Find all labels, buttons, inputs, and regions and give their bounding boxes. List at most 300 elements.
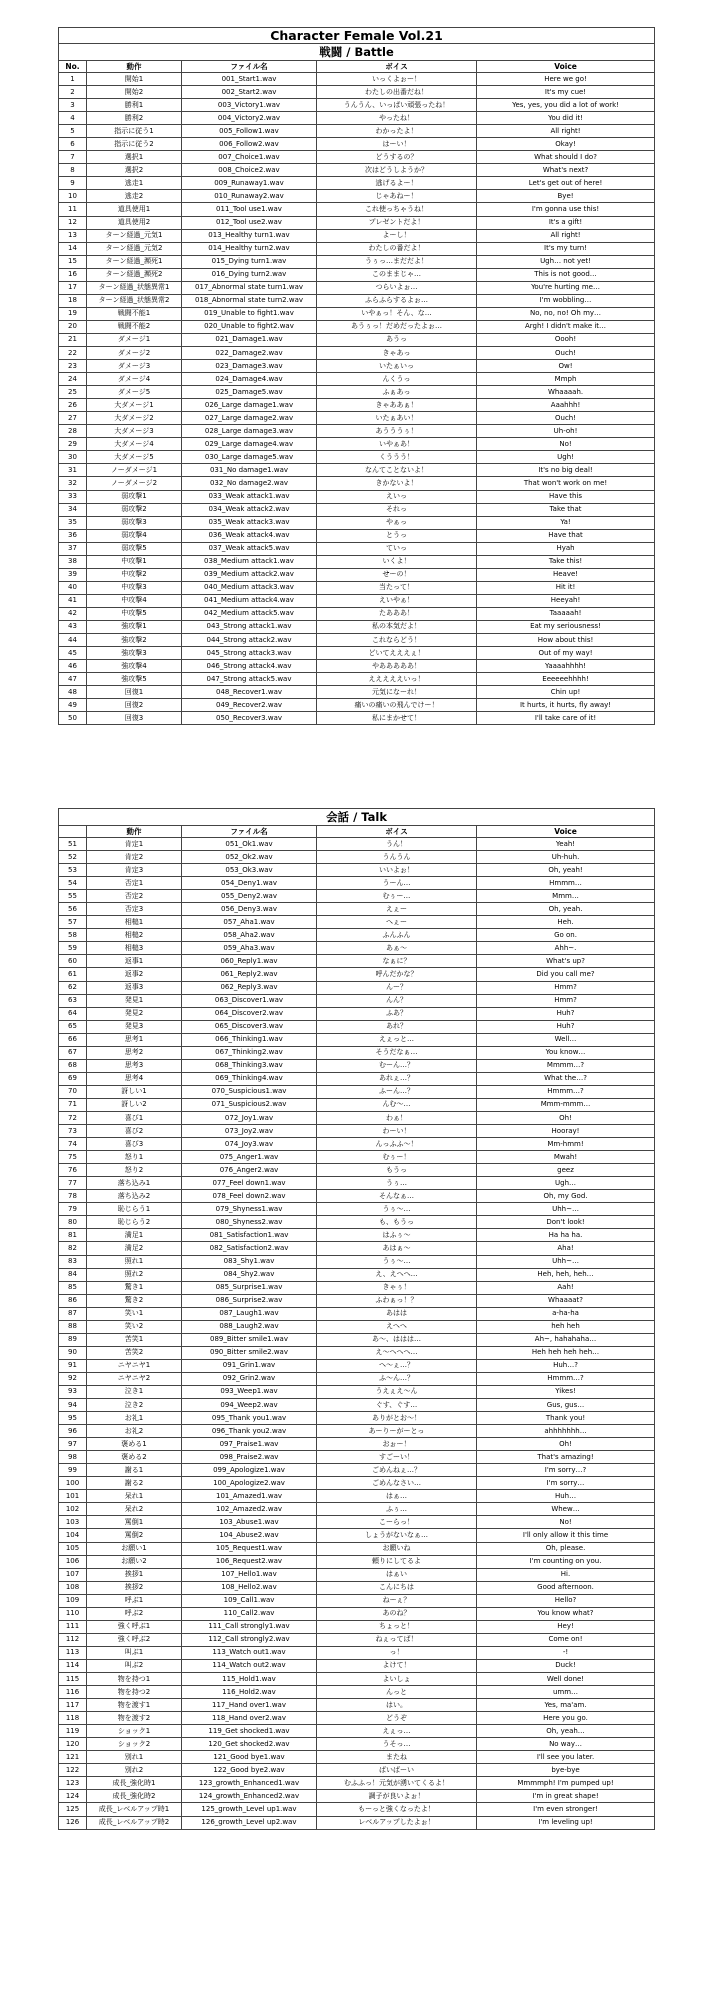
file-name: 075_Anger1.wav xyxy=(182,1151,317,1164)
file-name: 074_Joy3.wav xyxy=(182,1138,317,1151)
voice-en: This is not good… xyxy=(477,268,655,281)
voice-jp: プレゼントだよ！ xyxy=(317,216,477,229)
action-label: 開始1 xyxy=(87,73,182,86)
voice-jp: いやぁっ！そん、な… xyxy=(317,307,477,320)
action-label: 照れ2 xyxy=(87,1268,182,1281)
row-number: 36 xyxy=(59,529,87,542)
table-row xyxy=(59,1281,655,1294)
file-name: 064_Discover2.wav xyxy=(182,1007,317,1020)
table-row xyxy=(59,1268,655,1281)
voice-en: I'm counting on you. xyxy=(477,1555,655,1568)
row-number: 37 xyxy=(59,542,87,555)
action-label: 回復2 xyxy=(87,699,182,712)
voice-jp: 私の本気だよ！ xyxy=(317,620,477,633)
row-number: 41 xyxy=(59,594,87,607)
table-row xyxy=(59,373,655,386)
file-name: 053_Ok3.wav xyxy=(182,864,317,877)
voice-jp: んっと xyxy=(317,1686,477,1699)
document-title: Character Female Vol.21 xyxy=(59,28,655,44)
row-number: 61 xyxy=(59,968,87,981)
action-label: 否定2 xyxy=(87,890,182,903)
talk-table-body xyxy=(59,838,655,1830)
voice-jp: 呼んだかな？ xyxy=(317,968,477,981)
voice-en: I'm wobbling… xyxy=(477,294,655,307)
voice-jp: ごめんねぇ…？ xyxy=(317,1464,477,1477)
voice-jp: これ使っちゃうね！ xyxy=(317,203,477,216)
voice-en: I'm sorry… xyxy=(477,1477,655,1490)
table-row xyxy=(59,516,655,529)
table-row xyxy=(59,1033,655,1046)
table-row xyxy=(59,138,655,151)
file-name: 086_Surprise2.wav xyxy=(182,1294,317,1307)
voice-en: You did it! xyxy=(477,112,655,125)
action-label: 指示に従う2 xyxy=(87,138,182,151)
voice-en: Yes, ma'am. xyxy=(477,1699,655,1712)
voice-jp: あれぇ…？ xyxy=(317,1072,477,1085)
file-name: 012_Tool use2.wav xyxy=(182,216,317,229)
table-row xyxy=(59,555,655,568)
column-header: Voice xyxy=(477,61,655,73)
voice-en: Good afternoon. xyxy=(477,1581,655,1594)
voice-en: Aaahhh! xyxy=(477,399,655,412)
row-number: 44 xyxy=(59,634,87,647)
table-row xyxy=(59,916,655,929)
voice-en: Ouch! xyxy=(477,346,655,359)
table-row xyxy=(59,1203,655,1216)
table-row xyxy=(59,1229,655,1242)
voice-en: You know… xyxy=(477,1046,655,1059)
voice-en: Have this xyxy=(477,490,655,503)
row-number: 58 xyxy=(59,929,87,942)
talk-sheet xyxy=(58,808,654,1830)
row-number: 125 xyxy=(59,1803,87,1816)
action-label: 強く呼ぶ2 xyxy=(87,1633,182,1646)
action-label: 怒り1 xyxy=(87,1151,182,1164)
table-row xyxy=(59,1333,655,1346)
row-number: 42 xyxy=(59,607,87,620)
file-name: 023_Damage3.wav xyxy=(182,360,317,373)
action-label: 指示に従う1 xyxy=(87,125,182,138)
row-number: 124 xyxy=(59,1790,87,1803)
file-name: 108_Hello2.wav xyxy=(182,1581,317,1594)
file-name: 106_Request2.wav xyxy=(182,1555,317,1568)
action-label: 驚き1 xyxy=(87,1281,182,1294)
voice-en: Huh? xyxy=(477,1020,655,1033)
row-number: 1 xyxy=(59,73,87,86)
voice-en: Mm-hmm! xyxy=(477,1138,655,1151)
table-row xyxy=(59,929,655,942)
table-row xyxy=(59,438,655,451)
row-number: 7 xyxy=(59,151,87,164)
table-row xyxy=(59,981,655,994)
row-number: 11 xyxy=(59,203,87,216)
row-number: 94 xyxy=(59,1399,87,1412)
row-number: 35 xyxy=(59,516,87,529)
row-number: 106 xyxy=(59,1555,87,1568)
action-label: 物を渡す2 xyxy=(87,1712,182,1725)
battle-sheet xyxy=(58,27,654,725)
battle-section-title: 戦闘 / Battle xyxy=(59,44,655,61)
table-row xyxy=(59,294,655,307)
voice-jp: よいしょ xyxy=(317,1673,477,1686)
voice-jp: わーい！ xyxy=(317,1125,477,1138)
file-name: 039_Medium attack2.wav xyxy=(182,568,317,581)
action-label: 道具使用2 xyxy=(87,216,182,229)
voice-jp: えぇっ… xyxy=(317,1725,477,1738)
table-row xyxy=(59,268,655,281)
voice-jp: むぅー… xyxy=(317,890,477,903)
voice-en: Mmph xyxy=(477,373,655,386)
table-row xyxy=(59,1790,655,1803)
action-label: 強攻撃5 xyxy=(87,673,182,686)
voice-en: I'm in great shape! xyxy=(477,1790,655,1803)
voice-jp: あ～、ははは… xyxy=(317,1333,477,1346)
action-label: 肯定2 xyxy=(87,851,182,864)
row-number: 32 xyxy=(59,477,87,490)
row-number: 123 xyxy=(59,1777,87,1790)
table-row xyxy=(59,477,655,490)
file-name: 040_Medium attack3.wav xyxy=(182,581,317,594)
voice-jp: うぅ… xyxy=(317,1177,477,1190)
file-name: 077_Feel down1.wav xyxy=(182,1177,317,1190)
file-name: 001_Start1.wav xyxy=(182,73,317,86)
table-row xyxy=(59,1346,655,1359)
row-number: 71 xyxy=(59,1098,87,1111)
file-name: 066_Thinking1.wav xyxy=(182,1033,317,1046)
row-number: 89 xyxy=(59,1333,87,1346)
table-row xyxy=(59,1529,655,1542)
voice-en: Hello? xyxy=(477,1594,655,1607)
voice-jp: どいてえええぇ！ xyxy=(317,647,477,660)
table-row xyxy=(59,1046,655,1059)
voice-en: Bye! xyxy=(477,190,655,203)
row-number: 76 xyxy=(59,1164,87,1177)
table-row xyxy=(59,1059,655,1072)
file-name: 010_Runaway2.wav xyxy=(182,190,317,203)
voice-jp: はぁい xyxy=(317,1568,477,1581)
action-label: 喜び2 xyxy=(87,1125,182,1138)
action-label: ダメージ5 xyxy=(87,386,182,399)
table-row xyxy=(59,529,655,542)
table-row xyxy=(59,1607,655,1620)
voice-jp: っ！ xyxy=(317,1646,477,1659)
row-number: 13 xyxy=(59,229,87,242)
file-name: 031_No damage1.wav xyxy=(182,464,317,477)
voice-jp: どうするの？ xyxy=(317,151,477,164)
voice-en: Ah~, hahahaha… xyxy=(477,1333,655,1346)
row-number: 112 xyxy=(59,1633,87,1646)
file-name: 125_growth_Level up1.wav xyxy=(182,1803,317,1816)
column-header xyxy=(59,826,87,838)
file-name: 036_Weak attack4.wav xyxy=(182,529,317,542)
file-name: 089_Bitter smile1.wav xyxy=(182,1333,317,1346)
action-label: 思考2 xyxy=(87,1046,182,1059)
voice-jp: ちょっと！ xyxy=(317,1620,477,1633)
row-number: 4 xyxy=(59,112,87,125)
file-name: 006_Follow2.wav xyxy=(182,138,317,151)
voice-jp: うーん… xyxy=(317,877,477,890)
voice-jp: 当たって！ xyxy=(317,581,477,594)
action-label: ターン経過_状態異常1 xyxy=(87,281,182,294)
row-number: 24 xyxy=(59,373,87,386)
table-row xyxy=(59,1072,655,1085)
voice-en: Come on! xyxy=(477,1633,655,1646)
action-label: ダメージ2 xyxy=(87,346,182,359)
voice-en: Uh-huh. xyxy=(477,851,655,864)
table-row xyxy=(59,686,655,699)
row-number: 18 xyxy=(59,294,87,307)
action-label: 落ち込み1 xyxy=(87,1177,182,1190)
voice-en: Hyah xyxy=(477,542,655,555)
action-label: 選択2 xyxy=(87,164,182,177)
action-label: お礼1 xyxy=(87,1412,182,1425)
file-name: 076_Anger2.wav xyxy=(182,1164,317,1177)
action-label: 返事2 xyxy=(87,968,182,981)
file-name: 035_Weak attack3.wav xyxy=(182,516,317,529)
row-number: 96 xyxy=(59,1425,87,1438)
action-label: 恥じらう1 xyxy=(87,1203,182,1216)
file-name: 110_Call2.wav xyxy=(182,1607,317,1620)
action-label: 強く呼ぶ1 xyxy=(87,1620,182,1633)
row-number: 67 xyxy=(59,1046,87,1059)
file-name: 021_Damage1.wav xyxy=(182,333,317,346)
row-number: 19 xyxy=(59,307,87,320)
action-label: 中攻撃3 xyxy=(87,581,182,594)
table-row xyxy=(59,890,655,903)
file-name: 082_Satisfaction2.wav xyxy=(182,1242,317,1255)
action-label: 逃走2 xyxy=(87,190,182,203)
action-label: ターン経過_瀕死1 xyxy=(87,255,182,268)
table-row xyxy=(59,1111,655,1124)
table-row xyxy=(59,1085,655,1098)
table-row xyxy=(59,1242,655,1255)
file-name: 043_Strong attack1.wav xyxy=(182,620,317,633)
voice-jp: いいよぉ！ xyxy=(317,864,477,877)
row-number: 55 xyxy=(59,890,87,903)
table-row xyxy=(59,307,655,320)
action-label: ターン経過_状態異常2 xyxy=(87,294,182,307)
voice-en: Mwah! xyxy=(477,1151,655,1164)
action-label: ターン経過_瀕死2 xyxy=(87,268,182,281)
row-number: 16 xyxy=(59,268,87,281)
file-name: 049_Recover2.wav xyxy=(182,699,317,712)
voice-en: umm… xyxy=(477,1686,655,1699)
action-label: ダメージ4 xyxy=(87,373,182,386)
file-name: 063_Discover1.wav xyxy=(182,994,317,1007)
table-row xyxy=(59,712,655,725)
voice-jp: いっくよぉー！ xyxy=(317,73,477,86)
voice-en: Eat my seriousness! xyxy=(477,620,655,633)
voice-jp: 逃げるよー！ xyxy=(317,177,477,190)
voice-jp: ふらふらするよぉ… xyxy=(317,294,477,307)
row-number: 99 xyxy=(59,1464,87,1477)
action-label: 中攻撃4 xyxy=(87,594,182,607)
row-number: 40 xyxy=(59,581,87,594)
row-number: 107 xyxy=(59,1568,87,1581)
row-number: 90 xyxy=(59,1346,87,1359)
voice-en: That won't work on me! xyxy=(477,477,655,490)
voice-jp: んむ～… xyxy=(317,1098,477,1111)
action-label: 否定3 xyxy=(87,903,182,916)
column-header: ボイス xyxy=(317,826,477,838)
voice-en: Yes, yes, you did a lot of work! xyxy=(477,99,655,112)
table-row xyxy=(59,281,655,294)
action-label: 返事3 xyxy=(87,981,182,994)
voice-en: Heave! xyxy=(477,568,655,581)
voice-en: Hmmm…? xyxy=(477,1372,655,1385)
row-number: 48 xyxy=(59,686,87,699)
action-label: 強攻撃2 xyxy=(87,634,182,647)
file-name: 061_Reply2.wav xyxy=(182,968,317,981)
row-number: 60 xyxy=(59,955,87,968)
voice-en: You're hurting me… xyxy=(477,281,655,294)
file-name: 029_Large damage4.wav xyxy=(182,438,317,451)
voice-en: Oooh! xyxy=(477,333,655,346)
row-number: 102 xyxy=(59,1503,87,1516)
action-label: 相槌1 xyxy=(87,916,182,929)
voice-jp: ふぁあっ xyxy=(317,386,477,399)
voice-en: It's my turn! xyxy=(477,242,655,255)
action-label: 思考4 xyxy=(87,1072,182,1085)
row-number: 81 xyxy=(59,1229,87,1242)
voice-jp: きゃぅ！ xyxy=(317,1281,477,1294)
voice-jp: よけて！ xyxy=(317,1659,477,1672)
table-row xyxy=(59,673,655,686)
talk-header-row xyxy=(59,826,655,838)
table-row xyxy=(59,73,655,86)
voice-jp: あのね？ xyxy=(317,1607,477,1620)
voice-jp: ていっ xyxy=(317,542,477,555)
table-row xyxy=(59,1633,655,1646)
voice-en: Huh…? xyxy=(477,1359,655,1372)
voice-en: Oh, my God. xyxy=(477,1190,655,1203)
voice-en: It's no big deal! xyxy=(477,464,655,477)
action-label: 訝しい1 xyxy=(87,1085,182,1098)
action-label: ノーダメージ2 xyxy=(87,477,182,490)
table-row xyxy=(59,320,655,333)
action-label: 褒める2 xyxy=(87,1451,182,1464)
voice-jp: つらいよぉ… xyxy=(317,281,477,294)
row-number: 72 xyxy=(59,1111,87,1124)
file-name: 014_Healthy turn2.wav xyxy=(182,242,317,255)
voice-en: Here you go. xyxy=(477,1712,655,1725)
table-row xyxy=(59,1255,655,1268)
table-row xyxy=(59,851,655,864)
row-number: 103 xyxy=(59,1516,87,1529)
row-number: 21 xyxy=(59,333,87,346)
row-number: 64 xyxy=(59,1007,87,1020)
table-row xyxy=(59,620,655,633)
table-row xyxy=(59,464,655,477)
table-row xyxy=(59,1659,655,1672)
voice-en: It hurts, it hurts, fly away! xyxy=(477,699,655,712)
voice-en: Mmmmph! I'm pumped up! xyxy=(477,1777,655,1790)
row-number: 100 xyxy=(59,1477,87,1490)
action-label: 苦笑1 xyxy=(87,1333,182,1346)
file-name: 118_Hand over2.wav xyxy=(182,1712,317,1725)
row-number: 26 xyxy=(59,399,87,412)
row-number: 8 xyxy=(59,164,87,177)
file-name: 019_Unable to fight1.wav xyxy=(182,307,317,320)
voice-en: What's next? xyxy=(477,164,655,177)
row-number: 10 xyxy=(59,190,87,203)
column-header: ファイル名 xyxy=(182,61,317,73)
row-number: 87 xyxy=(59,1307,87,1320)
action-label: ターン経過_元気1 xyxy=(87,229,182,242)
table-row xyxy=(59,490,655,503)
action-label: 思考1 xyxy=(87,1033,182,1046)
row-number: 83 xyxy=(59,1255,87,1268)
action-label: ダメージ3 xyxy=(87,360,182,373)
file-name: 098_Praise2.wav xyxy=(182,1451,317,1464)
voice-jp: わたしの番だよ！ xyxy=(317,242,477,255)
voice-jp: んん？ xyxy=(317,994,477,1007)
voice-en: All right! xyxy=(477,229,655,242)
voice-en: Take this! xyxy=(477,555,655,568)
voice-jp: よーし！ xyxy=(317,229,477,242)
row-number: 14 xyxy=(59,242,87,255)
voice-jp: も、もうっ xyxy=(317,1216,477,1229)
voice-jp: お願いね xyxy=(317,1542,477,1555)
action-label: 思考3 xyxy=(87,1059,182,1072)
voice-jp: 調子が良いよぉ！ xyxy=(317,1790,477,1803)
file-name: 068_Thinking3.wav xyxy=(182,1059,317,1072)
row-number: 46 xyxy=(59,660,87,673)
file-name: 092_Grin2.wav xyxy=(182,1372,317,1385)
voice-en: Gus, gus… xyxy=(477,1399,655,1412)
voice-jp: わぁ！ xyxy=(317,1111,477,1124)
voice-en: Aha! xyxy=(477,1242,655,1255)
row-number: 116 xyxy=(59,1686,87,1699)
voice-en: Have that xyxy=(477,529,655,542)
file-name: 059_Aha3.wav xyxy=(182,942,317,955)
table-row xyxy=(59,1803,655,1816)
file-name: 007_Choice1.wav xyxy=(182,151,317,164)
action-label: ターン経過_元気2 xyxy=(87,242,182,255)
voice-en: Hit it! xyxy=(477,581,655,594)
table-row xyxy=(59,1581,655,1594)
table-row xyxy=(59,360,655,373)
row-number: 43 xyxy=(59,620,87,633)
action-label: 肯定1 xyxy=(87,838,182,851)
voice-en: Huh? xyxy=(477,1007,655,1020)
action-label: 中攻撃2 xyxy=(87,568,182,581)
table-row xyxy=(59,190,655,203)
voice-jp: むーん…？ xyxy=(317,1059,477,1072)
table-row xyxy=(59,1425,655,1438)
action-label: お願い1 xyxy=(87,1542,182,1555)
voice-en: It's my cue! xyxy=(477,86,655,99)
voice-en: It's a gift! xyxy=(477,216,655,229)
voice-jp: わかったよ！ xyxy=(317,125,477,138)
table-row xyxy=(59,877,655,890)
table-row xyxy=(59,968,655,981)
table-row xyxy=(59,151,655,164)
voice-en: Yikes! xyxy=(477,1385,655,1398)
voice-jp: これならどう！ xyxy=(317,634,477,647)
row-number: 120 xyxy=(59,1738,87,1751)
action-label: 泣き1 xyxy=(87,1385,182,1398)
row-number: 74 xyxy=(59,1138,87,1151)
row-number: 68 xyxy=(59,1059,87,1072)
row-number: 91 xyxy=(59,1359,87,1372)
voice-jp: やったね！ xyxy=(317,112,477,125)
row-number: 95 xyxy=(59,1412,87,1425)
action-label: 呼ぶ2 xyxy=(87,1607,182,1620)
action-label: 道具使用1 xyxy=(87,203,182,216)
file-name: 078_Feel down2.wav xyxy=(182,1190,317,1203)
file-name: 093_Weep1.wav xyxy=(182,1385,317,1398)
